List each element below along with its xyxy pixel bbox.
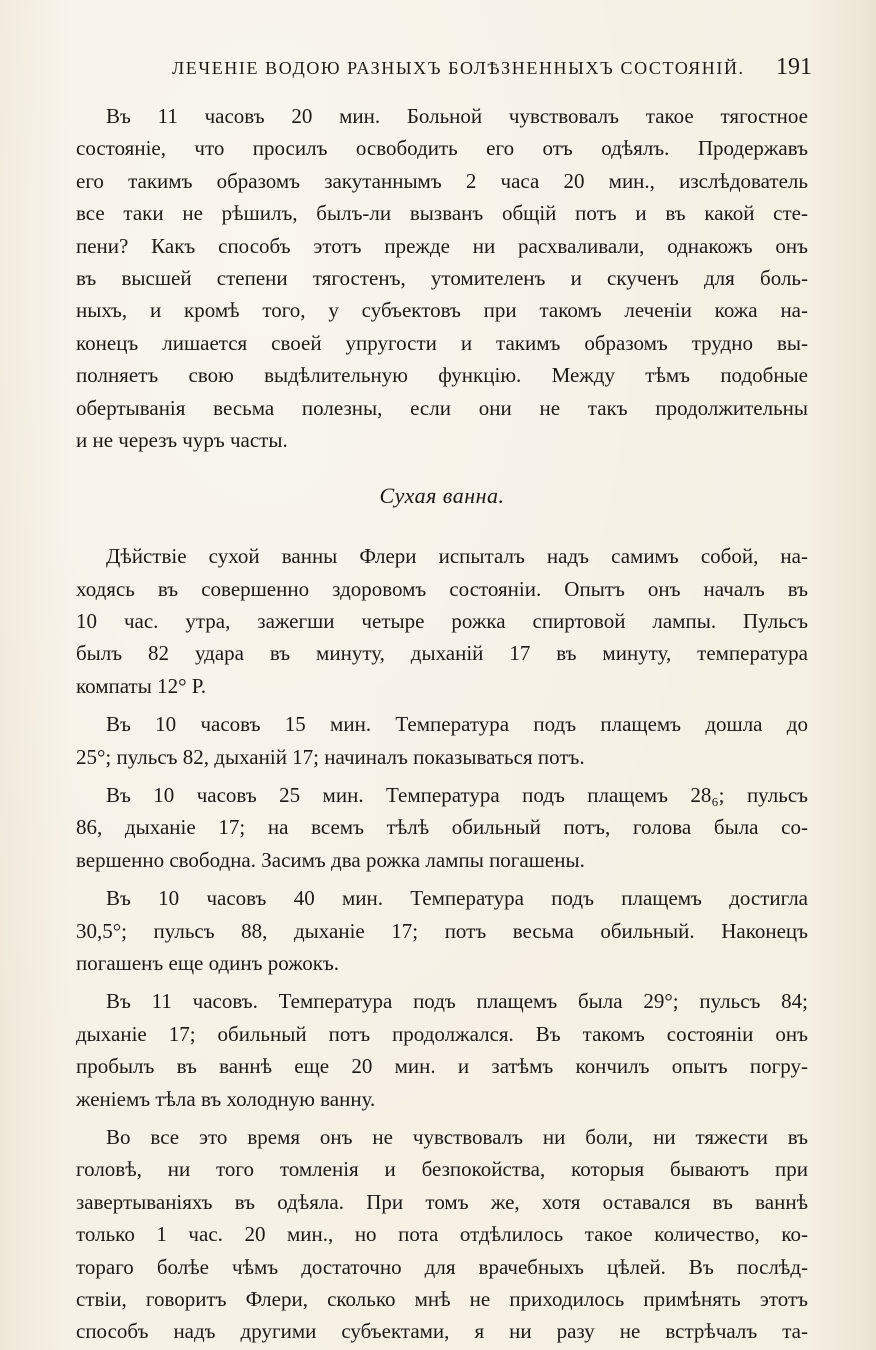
text-line: Въ 11 часовъ. Температура подъ плащемъ была 29°; пульсъ 84;: [106, 989, 808, 1014]
text-line: компаты 12° Р.: [76, 673, 207, 698]
text-line: 86, дыханіе 17; на всемъ тѣлѣ обильный потъ, голова была со-: [76, 815, 808, 840]
text-line: Въ 11 часовъ 20 мин. Больной чувствовалъ такое тягостное: [106, 104, 808, 128]
page-body: [76, 100, 808, 1348]
text-line: конецъ лишается своей упругости и такимъ образомъ трудно вы-: [76, 330, 808, 355]
running-head: ЛЕЧЕНІЕ ВОДОЮ РАЗНЫХЪ БОЛѢЗНЕННЫХЪ СОСТОЯНІЙ.: [172, 58, 745, 78]
text-line: дыханіе 17; обильный потъ продолжался. Въ такомъ состояніи онъ: [76, 1021, 808, 1046]
text-line: Въ 10 часовъ 25 мин. Температура подъ плащемъ 28₆; пульсъ: [106, 783, 808, 808]
paragraph: [76, 540, 808, 702]
text-line: завертываніяхъ въ одѣяла. При томъ же, хотя оставался въ ваннѣ: [76, 1189, 808, 1214]
text-line: только 1 час. 20 мин., но пота отдѣлилось такое количество, ко-: [76, 1222, 808, 1247]
text-line: Въ 10 часовъ 40 мин. Температура подъ плащемъ достигла: [106, 886, 808, 911]
text-line: состояніе, что просилъ освободить его отъ одѣялъ. Продержавъ: [76, 136, 808, 161]
paragraph: [76, 708, 808, 773]
text-line: Дѣйствіе сухой ванны Флери испыталъ надъ самимъ собой, на-: [106, 544, 808, 569]
section-heading: Сухая ванна.: [379, 483, 505, 509]
text-line: пробылъ въ ваннѣ еще 20 мин. и затѣмъ кончилъ опытъ погру-: [76, 1054, 808, 1079]
text-line: Въ 10 часовъ 15 мин. Температура подъ плащемъ дошла до: [106, 712, 808, 737]
page-header: [172, 54, 812, 88]
paragraph: [76, 882, 808, 979]
paragraph: [76, 779, 808, 876]
text-line: вершенно свободна. Засимъ два рожка лампы погашены.: [76, 847, 585, 872]
text-line: тораго болѣе чѣмъ достаточно для врачебныхъ цѣлей. Въ послѣд-: [76, 1254, 808, 1279]
text-line: его такимъ образомъ закутаннымъ 2 часа 20 мин., изслѣдователь: [76, 168, 808, 193]
paragraph: [76, 100, 808, 456]
text-line: 25°; пульсъ 82, дыханій 17; начиналъ показываться потъ.: [76, 744, 585, 769]
text-line: пени? Какъ способъ этотъ прежде ни расхваливали, однакожъ онъ: [76, 233, 808, 258]
text-line: полняетъ свою выдѣлительную функцію. Между тѣмъ подобные: [76, 363, 808, 388]
page-number: 191: [776, 54, 812, 80]
text-line: Во все это время онъ не чувствовалъ ни боли, ни тяжести въ: [106, 1124, 808, 1149]
text-line: въ высшей степени тягостенъ, утомителенъ и скученъ для боль-: [76, 265, 808, 290]
text-line: 30,5°; пульсъ 88, дыханіе 17; потъ весьма обильный. Наконецъ: [76, 918, 808, 943]
text-line: обертыванія весьма полезны, если они не такъ продолжительны: [76, 395, 808, 420]
text-line: 10 час. утра, зажегши четыре рожка спиртовой лампы. Пульсъ: [76, 609, 808, 634]
text-line: былъ 82 удара въ минуту, дыханій 17 въ минуту, температура: [76, 641, 808, 666]
text-line: ходясь въ совершенно здоровомъ состояніи. Опытъ онъ началъ въ: [76, 576, 808, 601]
text-line: женіемъ тѣла въ холодную ванну.: [76, 1086, 376, 1111]
paragraph: [76, 1121, 808, 1348]
paragraph: [76, 985, 808, 1115]
text-line: головѣ, ни того томленія и безпокойства, которыя бываютъ при: [76, 1157, 808, 1182]
text-line: и не черезъ чуръ часты.: [76, 427, 288, 452]
text-line: погашенъ еще одинъ рожокъ.: [76, 950, 340, 975]
text-line: ныхъ, и кромѣ того, у субъектовъ при такомъ леченіи кожа на-: [76, 298, 808, 323]
text-line: способъ надъ другими субъектами, я ни разу не встрѣчалъ та-: [76, 1319, 808, 1344]
text-line: все таки не рѣшилъ, былъ-ли вызванъ общій потъ и въ какой сте-: [76, 201, 808, 226]
text-line: ствіи, говоритъ Флери, сколько мнѣ не приходилось примѣнять этотъ: [76, 1286, 808, 1311]
